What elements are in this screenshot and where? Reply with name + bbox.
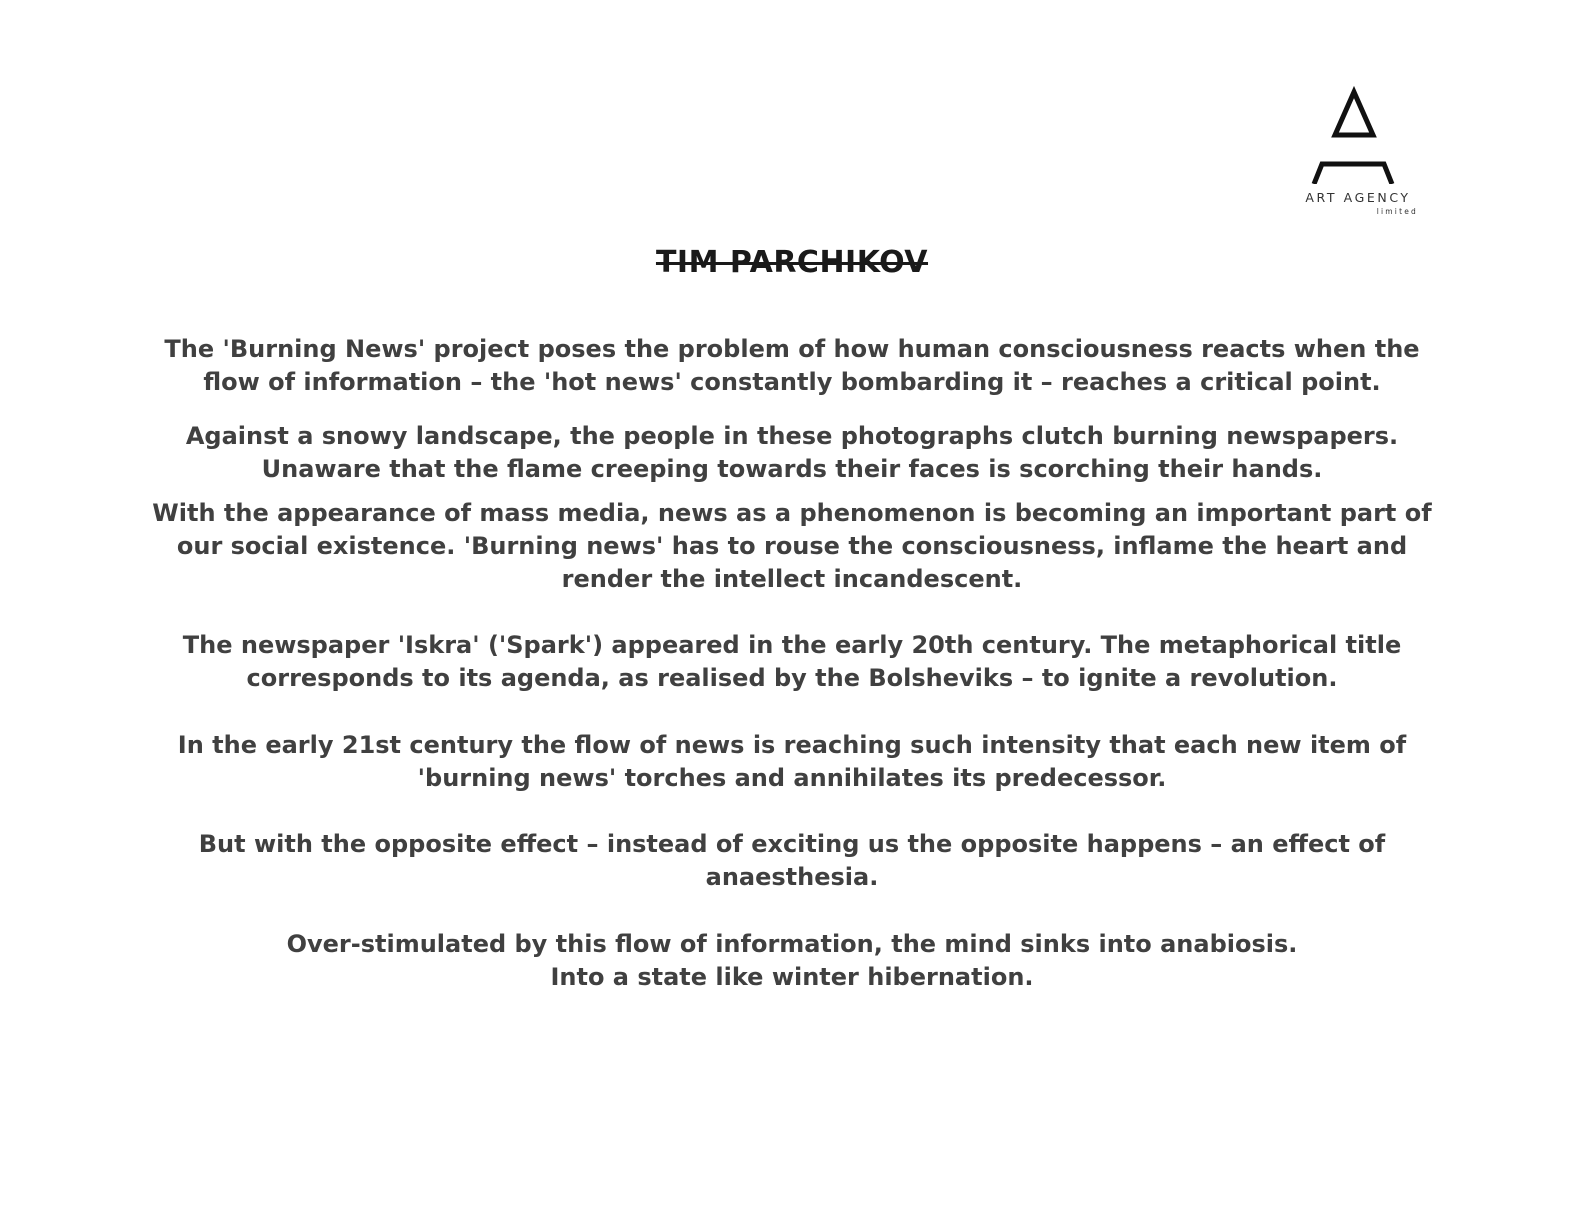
text-line: The 'Burning News' project poses the problem of how human consciousness reacts when the (164, 335, 1420, 363)
paragraph-6 (140, 828, 1444, 894)
paragraph-5 (140, 729, 1444, 795)
paragraph-3 (140, 497, 1444, 596)
page-title: TIM PARCHIKOV (655, 245, 929, 280)
text-line: render the intellect incandescent. (561, 565, 1023, 593)
text-line: In the early 21st century the flow of news is reaching such intensity that each new item of (177, 731, 1407, 759)
text-line: Unaware that the flame creeping towards their faces is scorching their hands. (261, 455, 1323, 483)
text-line: our social existence. 'Burning news' has to rouse the consciousness, inflame the heart and (176, 532, 1408, 560)
paragraph-1 (140, 333, 1444, 399)
text-line: anaesthesia. (705, 863, 879, 891)
paragraph-4 (140, 629, 1444, 695)
text-line: flow of information – the 'hot news' constantly bombarding it – reaches a critical point. (203, 368, 1381, 396)
paragraph-7 (140, 928, 1444, 994)
text-line: corresponds to its agenda, as realised by the Bolsheviks – to ignite a revolution. (246, 664, 1338, 692)
text-line: Into a state like winter hibernation. (550, 963, 1034, 991)
logo-name: ART AGENCY (1305, 190, 1411, 205)
triangle-a-logo-icon (1290, 84, 1430, 184)
logo-subtitle: limited (1376, 207, 1418, 216)
text-line: Against a snowy landscape, the people in these photographs clutch burning newspapers. (185, 422, 1399, 450)
text-line: The newspaper 'Iskra' ('Spark') appeared in the early 20th century. The metaphorical title (182, 631, 1402, 659)
text-line: With the appearance of mass media, news as a phenomenon is becoming an important part of (152, 499, 1432, 527)
paragraph-2 (140, 420, 1444, 486)
art-agency-logo (1290, 84, 1430, 224)
text-line: But with the opposite effect – instead of exciting us the opposite happens – an effect of (198, 830, 1386, 858)
text-line: 'burning news' torches and annihilates its predecessor. (417, 764, 1167, 792)
text-line: Over-stimulated by this flow of information, the mind sinks into anabiosis. (286, 930, 1298, 958)
